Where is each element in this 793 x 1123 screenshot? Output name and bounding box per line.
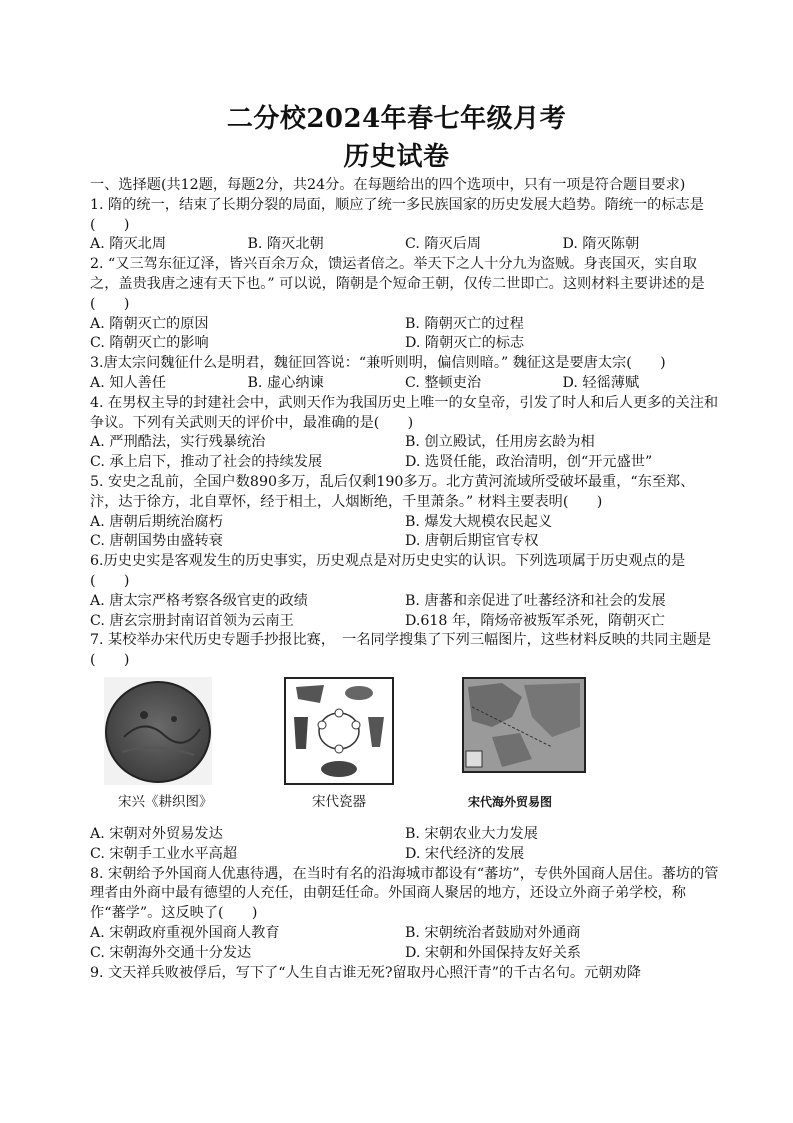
question-7-images: [90, 677, 720, 825]
section-heading: 一、选择题(共12题，每题2分，共24分。在每题给出的四个选项中，只有一项是符合题目要求): [90, 177, 686, 193]
question-2-option-d[interactable]: D. 隋朝灭亡的标志: [405, 335, 525, 352]
question-2-option-b[interactable]: B. 隋朝灭亡的过程: [405, 315, 524, 332]
question-5-option-b[interactable]: B. 爆发大规模农民起义: [405, 513, 553, 530]
exam-subtitle: 历史试卷: [343, 142, 450, 172]
question-2-stem: 2. “又三驾东征辽泽，皆兴百余万众，馈运者倍之。举天下之人十分九为盗贼。身丧国灭，实自取之，盖贵我唐之速有天下也。” 可以说，隋朝是个短命王朝，仅传二世即亡。这则材料主要讲述的是( ): [90, 256, 705, 312]
question-7-option-b[interactable]: B. 宋朝农业大力发展: [405, 825, 538, 842]
question-1-options: [90, 235, 720, 255]
question-7-option-c[interactable]: C. 宋朝手工业水平高超: [90, 845, 238, 862]
image-1-caption: 宋兴《耕织图》: [118, 793, 213, 810]
question-3-option-d[interactable]: D. 轻徭薄赋: [562, 374, 640, 391]
question-5-option-d[interactable]: D. 唐朝后期宦官专权: [405, 533, 539, 550]
question-6-option-d[interactable]: D.618 年，隋炀帝被叛军杀死，隋朝灭亡: [405, 612, 665, 629]
question-6-options: [90, 592, 720, 632]
question-4-option-b[interactable]: B. 创立殿试，任用房玄龄为相: [405, 434, 595, 451]
question-1-stem: 1. 隋的统一，结束了长期分裂的局面，顺应了统一多民族国家的历史发展大趋势。隋统一的标志是( ): [90, 196, 704, 233]
question-6-option-b[interactable]: B. 唐蕃和亲促进了吐蕃经济和社会的发展: [405, 592, 666, 609]
question-1-option-a[interactable]: A. 隋灭北周: [90, 236, 167, 253]
question-3-option-b[interactable]: B. 虚心纳谏: [247, 374, 324, 391]
question-5-options: [90, 513, 720, 553]
question-4-option-c[interactable]: C. 承上启下，推动了社会的持续发展: [90, 454, 323, 471]
question-6-option-c[interactable]: C. 唐玄宗册封南诏首领为云南王: [90, 612, 294, 629]
exam-title: 二分校2024年春七年级月考: [226, 104, 567, 134]
question-7-option-d[interactable]: D. 宋代经济的发展: [405, 845, 525, 862]
question-4-options: [90, 433, 720, 473]
question-8-option-c[interactable]: C. 宋朝海外交通十分发达: [90, 944, 252, 961]
farming-weaving-picture: [104, 677, 212, 785]
question-8-options: [90, 924, 720, 964]
image-3-caption: 宋代海外贸易图: [468, 794, 553, 809]
question-8-option-b[interactable]: B. 宋朝统治者鼓励对外通商: [405, 924, 581, 941]
question-4-option-d[interactable]: D. 选贤任能，政治清明，创“开元盛世”: [405, 454, 653, 471]
question-9-stem: 9. 文天祥兵败被俘后，写下了“人生自古谁无死?留取丹心照汗青”的千古名句。元朝劝降: [90, 964, 641, 981]
question-4-option-a[interactable]: A. 严刑酷法，实行残暴统治: [90, 434, 266, 451]
question-5-stem: 5. 安史之乱前，全国户数890多万，乱后仅剩190多万。北方黄河流域所受破坏最重，“东至郑、汴，达于徐方，北自覃怀，经于相土，人烟断绝，千里萧条。” 材料主要表明( ): [90, 473, 695, 510]
question-7-stem: 7. 某校举办宋代历史专题手抄报比赛， 一名同学搜集了下列三幅图片，这些材料反映的共同主题是( ): [90, 632, 712, 669]
question-4-stem: 4. 在男权主导的封建社会中，武则天作为我国历史上唯一的女皇帝，引发了时人和后人更多的关注和争议。下列有关武则天的评价中，最准确的是( ): [90, 394, 719, 431]
exam-body: [90, 176, 720, 983]
question-3-options: [90, 374, 720, 394]
question-8-option-a[interactable]: A. 宋朝政府重视外国商人教育: [90, 924, 280, 941]
question-7-option-a[interactable]: A. 宋朝对外贸易发达: [90, 825, 223, 842]
question-5-option-a[interactable]: A. 唐朝后期统治腐朽: [90, 513, 223, 530]
question-1-option-c[interactable]: C. 隋灭后周: [405, 236, 482, 253]
question-1-option-d[interactable]: D. 隋灭陈朝: [562, 236, 640, 253]
question-2-options: [90, 315, 720, 355]
question-7-options: [90, 825, 720, 865]
question-6-stem: 6.历史史实是客观发生的历史事实，历史观点是对历史史实的认识。下列选项属于历史观点的是( ): [90, 553, 686, 589]
question-3-option-a[interactable]: A. 知人善任: [90, 374, 167, 391]
image-2-caption: 宋代瓷器: [312, 793, 366, 810]
question-1-option-b[interactable]: B. 隋灭北朝: [247, 236, 324, 253]
question-2-option-c[interactable]: C. 隋朝灭亡的影响: [90, 335, 209, 352]
question-2-option-a[interactable]: A. 隋朝灭亡的原因: [90, 315, 209, 332]
question-3-option-c[interactable]: C. 整顿吏治: [405, 374, 482, 391]
song-porcelain-picture: [284, 677, 394, 785]
overseas-trade-map: [462, 677, 586, 773]
question-8-stem: 8. 宋朝给予外国商人优惠待遇，在当时有名的沿海城市都设有“蕃坊”，专供外国商人居住。蕃坊的管理者由外商中最有德望的人充任，由朝廷任命。外国商人聚居的地方，还设立外商子弟学校，称作“蕃学”。这反映了( ): [90, 865, 719, 922]
question-5-option-c[interactable]: C. 唐朝国势由盛转衰: [90, 533, 223, 550]
question-6-option-a[interactable]: A. 唐太宗严格考察各级官吏的政绩: [90, 592, 308, 609]
question-8-option-d[interactable]: D. 宋朝和外国保持友好关系: [405, 944, 581, 961]
question-3-stem: 3.唐太宗问魏征什么是明君，魏征回答说：“兼听则明，偏信则暗。” 魏征这是要唐太宗( ): [90, 355, 666, 372]
